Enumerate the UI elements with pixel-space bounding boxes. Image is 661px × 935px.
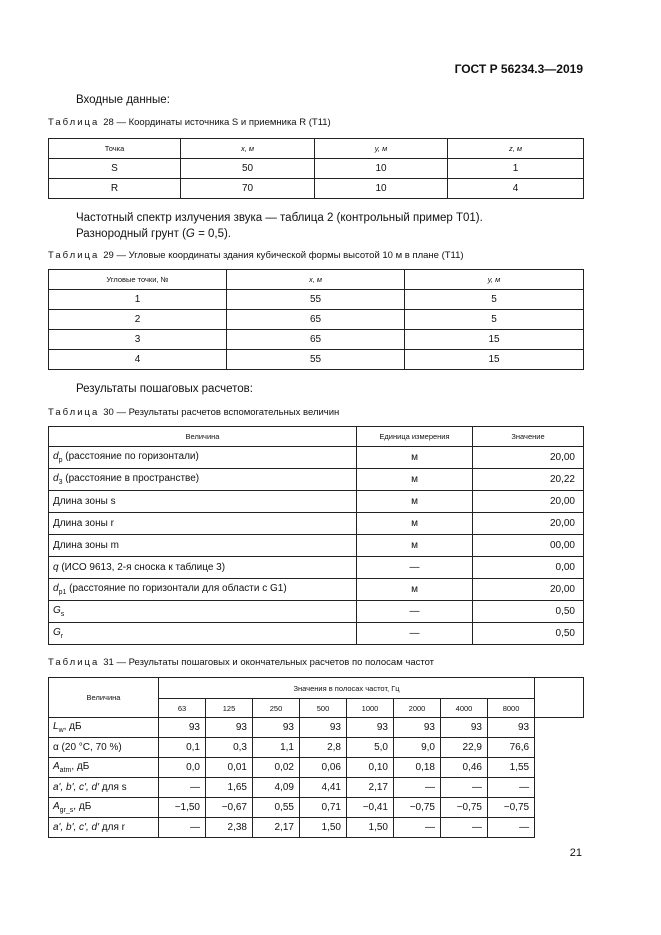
- table28-label: Таблица: [48, 117, 100, 128]
- symbol: G: [53, 605, 61, 616]
- table-cell: 00,00: [473, 535, 584, 557]
- table-cell: 4,09: [253, 778, 300, 798]
- table-cell: 1,55: [488, 758, 535, 778]
- table-row: [49, 738, 584, 758]
- table-cell: 5: [405, 290, 584, 310]
- symbol: d: [53, 473, 59, 484]
- table30-caption: [48, 407, 339, 418]
- table-cell: [49, 778, 159, 798]
- table-cell: 0,00: [473, 557, 584, 579]
- table-cell: 0,0: [159, 758, 206, 778]
- table-cell: 15: [405, 350, 584, 370]
- label-text: (расстояние в пространстве): [62, 473, 200, 484]
- symbol: d: [53, 583, 59, 594]
- subscript: p1: [58, 589, 67, 596]
- table30-header-cell: Единица измерения: [357, 427, 473, 447]
- table-row: [49, 623, 584, 645]
- subscript: p: [58, 457, 63, 464]
- freq-header-cell: 63: [159, 699, 206, 718]
- table-row: [49, 310, 584, 330]
- table-cell: −0,75: [394, 798, 441, 818]
- table29: [48, 269, 584, 370]
- table28-header-cell: x, м: [181, 139, 315, 159]
- subscript: atm: [59, 767, 72, 774]
- table-cell: 5,0: [347, 738, 394, 758]
- symbol: A: [53, 761, 60, 772]
- table-cell: 20,00: [473, 491, 584, 513]
- freq-header-cell: 500: [300, 699, 347, 718]
- label-text: (расстояние по горизонтали): [62, 451, 199, 462]
- table28-header-cell: z, м: [448, 139, 584, 159]
- table-cell: 2,8: [300, 738, 347, 758]
- subscript: r: [60, 633, 64, 640]
- table30-label: Таблица: [48, 407, 100, 418]
- table-row: [49, 491, 584, 513]
- table-row: [49, 758, 584, 778]
- symbol: d: [53, 451, 59, 462]
- table30-title: 30 — Результаты расчетов вспомогательных величин: [103, 407, 340, 418]
- table-cell: [49, 491, 357, 513]
- input-data-heading: Входные данные:: [76, 94, 170, 106]
- table-cell: —: [357, 601, 473, 623]
- table-row: [49, 798, 584, 818]
- table-cell: 15: [405, 330, 584, 350]
- table-cell: [49, 469, 357, 491]
- table-cell: 0,50: [473, 601, 584, 623]
- table-cell: −1,50: [159, 798, 206, 818]
- table-cell: 0,50: [473, 623, 584, 645]
- table-cell: 9,0: [394, 738, 441, 758]
- table31-group-header: Значения в полосах частот, Гц: [159, 678, 535, 699]
- table-cell: 65: [227, 310, 405, 330]
- table-cell: м: [357, 469, 473, 491]
- table-cell: 1,50: [300, 818, 347, 838]
- table-row: [49, 579, 584, 601]
- table28-title: 28 — Координаты источника S и приемника R (T11): [103, 117, 331, 128]
- table-row: [49, 469, 584, 491]
- table-cell: [49, 513, 357, 535]
- label-text: Длина зоны s: [53, 496, 116, 507]
- table-cell: 1: [49, 290, 227, 310]
- table-row: [49, 159, 584, 179]
- label-text: , дБ: [73, 801, 92, 812]
- table-cell: м: [357, 535, 473, 557]
- table-cell: [49, 758, 159, 778]
- symbol: L: [53, 721, 59, 732]
- table-row: [49, 557, 584, 579]
- table31-title: 31 — Результаты пошаговых и окончательных расчетов по полосам частот: [103, 657, 435, 668]
- table29-caption: [48, 250, 464, 261]
- table-cell: 2,17: [253, 818, 300, 838]
- symbol: G: [53, 627, 61, 638]
- table-cell: 93: [488, 718, 535, 738]
- table31-label: Таблица: [48, 657, 100, 668]
- table-row: [49, 535, 584, 557]
- table-cell: 1,50: [347, 818, 394, 838]
- table28-header-row: [49, 139, 584, 159]
- table-cell: 10: [315, 159, 448, 179]
- table-cell: 1,1: [253, 738, 300, 758]
- table28-caption: [48, 117, 331, 128]
- table-cell: 76,6: [488, 738, 535, 758]
- table-cell: [49, 447, 357, 469]
- table-cell: 55: [227, 290, 405, 310]
- table31-header-row: [49, 678, 584, 699]
- table-cell: 93: [300, 718, 347, 738]
- subscript: s: [60, 611, 65, 618]
- table-cell: [49, 579, 357, 601]
- symbol: A: [53, 801, 60, 812]
- table30-header-cell: Значение: [473, 427, 584, 447]
- table-row: [49, 350, 584, 370]
- table29-header-row: [49, 270, 584, 290]
- table-cell: 0,3: [206, 738, 253, 758]
- table-cell: 0,01: [206, 758, 253, 778]
- table-cell: 93: [441, 718, 488, 738]
- table-cell: [49, 623, 357, 645]
- table-cell: 93: [394, 718, 441, 738]
- table-cell: [49, 818, 159, 838]
- table28: [48, 138, 584, 199]
- table29-header-cell: x, м: [227, 270, 405, 290]
- table-cell: 0,06: [300, 758, 347, 778]
- table-cell: 93: [206, 718, 253, 738]
- table-cell: S: [49, 159, 181, 179]
- table28-header-cell: y, м: [315, 139, 448, 159]
- symbol: q: [53, 562, 59, 573]
- table-cell: 0,18: [394, 758, 441, 778]
- label-text: для r: [99, 822, 125, 833]
- table-cell: 1: [448, 159, 584, 179]
- table-cell: 20,00: [473, 579, 584, 601]
- table-cell: 2,38: [206, 818, 253, 838]
- spectrum-note: Частотный спектр излучения звука — таблица 2 (контрольный пример T01).: [76, 212, 483, 224]
- table29-label: Таблица: [48, 250, 100, 261]
- table-cell: —: [357, 557, 473, 579]
- freq-header-cell: 250: [253, 699, 300, 718]
- document-code: ГОСТ Р 56234.3—2019: [454, 62, 583, 76]
- table-row: [49, 818, 584, 838]
- table-cell: —: [441, 778, 488, 798]
- table-row: [49, 290, 584, 310]
- table-cell: 4,41: [300, 778, 347, 798]
- table-cell: 20,00: [473, 447, 584, 469]
- table-cell: 65: [227, 330, 405, 350]
- table29-header-cell: Угловые точки, №: [49, 270, 227, 290]
- label-text: Длина зоны m: [53, 540, 119, 551]
- table29-header-cell: y, м: [405, 270, 584, 290]
- table-cell: −0,75: [488, 798, 535, 818]
- label-text: (ИСО 9613, 2-я сноска к таблице 3): [58, 562, 226, 573]
- table-cell: —: [441, 818, 488, 838]
- table-cell: 4: [448, 179, 584, 199]
- table30-header-cell: Величина: [49, 427, 357, 447]
- table31: [48, 677, 584, 838]
- table-cell: —: [394, 818, 441, 838]
- table-cell: м: [357, 447, 473, 469]
- symbol: a', b', c', d': [53, 782, 99, 793]
- table31-caption: [48, 657, 434, 668]
- table-cell: м: [357, 513, 473, 535]
- freq-header-cell: 8000: [488, 699, 535, 718]
- label-text: , дБ: [71, 761, 90, 772]
- results-heading: Результаты пошаговых расчетов:: [76, 383, 253, 395]
- table-cell: 3: [49, 330, 227, 350]
- table28-header-cell: Точка: [49, 139, 181, 159]
- subscript: 3: [58, 479, 63, 486]
- table-cell: [49, 557, 357, 579]
- ground-note: Разнородный грунт (G = 0,5).: [76, 228, 231, 240]
- table-cell: R: [49, 179, 181, 199]
- table-cell: 93: [253, 718, 300, 738]
- table-row: [49, 330, 584, 350]
- table-cell: 0,46: [441, 758, 488, 778]
- table-row: [49, 778, 584, 798]
- table-cell: —: [159, 818, 206, 838]
- table-cell: —: [488, 818, 535, 838]
- table-cell: 10: [315, 179, 448, 199]
- label-text: , дБ: [63, 721, 82, 732]
- table-cell: [49, 738, 159, 758]
- table-cell: —: [159, 778, 206, 798]
- table-cell: −0,75: [441, 798, 488, 818]
- label-text: α (20 °С, 70 %): [53, 742, 122, 753]
- table-cell: —: [488, 778, 535, 798]
- table31-header-cell: Величина: [49, 678, 159, 718]
- table29-title: 29 — Угловые координаты здания кубической формы высотой 10 м в плане (T11): [103, 250, 464, 261]
- table31-extra-column: [535, 678, 584, 718]
- page-number: 21: [569, 847, 582, 859]
- table-cell: 4: [49, 350, 227, 370]
- table-cell: 0,55: [253, 798, 300, 818]
- symbol: a', b', c', d': [53, 822, 99, 833]
- table-cell: −0,67: [206, 798, 253, 818]
- table-cell: −0,41: [347, 798, 394, 818]
- table-cell: 2: [49, 310, 227, 330]
- subscript: w: [58, 727, 64, 734]
- label-text: (расстояние по горизонтали для области с G1): [66, 583, 287, 594]
- table-row: [49, 179, 584, 199]
- table-row: [49, 447, 584, 469]
- table-cell: —: [357, 623, 473, 645]
- label-text: для s: [99, 782, 127, 793]
- table-cell: 50: [181, 159, 315, 179]
- table-cell: [49, 798, 159, 818]
- freq-header-cell: 1000: [347, 699, 394, 718]
- table-row: [49, 601, 584, 623]
- table-cell: 70: [181, 179, 315, 199]
- table-cell: 22,9: [441, 738, 488, 758]
- table-cell: 20,22: [473, 469, 584, 491]
- freq-header-cell: 2000: [394, 699, 441, 718]
- table-cell: [49, 718, 159, 738]
- table-cell: [49, 535, 357, 557]
- table-row: [49, 718, 584, 738]
- table-cell: 1,65: [206, 778, 253, 798]
- table-cell: 5: [405, 310, 584, 330]
- table30-header-row: [49, 427, 584, 447]
- table-cell: 0,10: [347, 758, 394, 778]
- label-text: Длина зоны r: [53, 518, 114, 529]
- table-cell: 0,1: [159, 738, 206, 758]
- table30: [48, 426, 584, 645]
- table-cell: —: [394, 778, 441, 798]
- table-cell: [49, 601, 357, 623]
- subscript: gr_s: [59, 807, 74, 814]
- table-cell: 0,71: [300, 798, 347, 818]
- freq-header-cell: 125: [206, 699, 253, 718]
- table-cell: 93: [159, 718, 206, 738]
- table-cell: 0,02: [253, 758, 300, 778]
- table-row: [49, 513, 584, 535]
- freq-header-cell: 4000: [441, 699, 488, 718]
- table-cell: м: [357, 579, 473, 601]
- table-cell: 93: [347, 718, 394, 738]
- table-cell: м: [357, 491, 473, 513]
- table-cell: 2,17: [347, 778, 394, 798]
- table-cell: 55: [227, 350, 405, 370]
- table-cell: 20,00: [473, 513, 584, 535]
